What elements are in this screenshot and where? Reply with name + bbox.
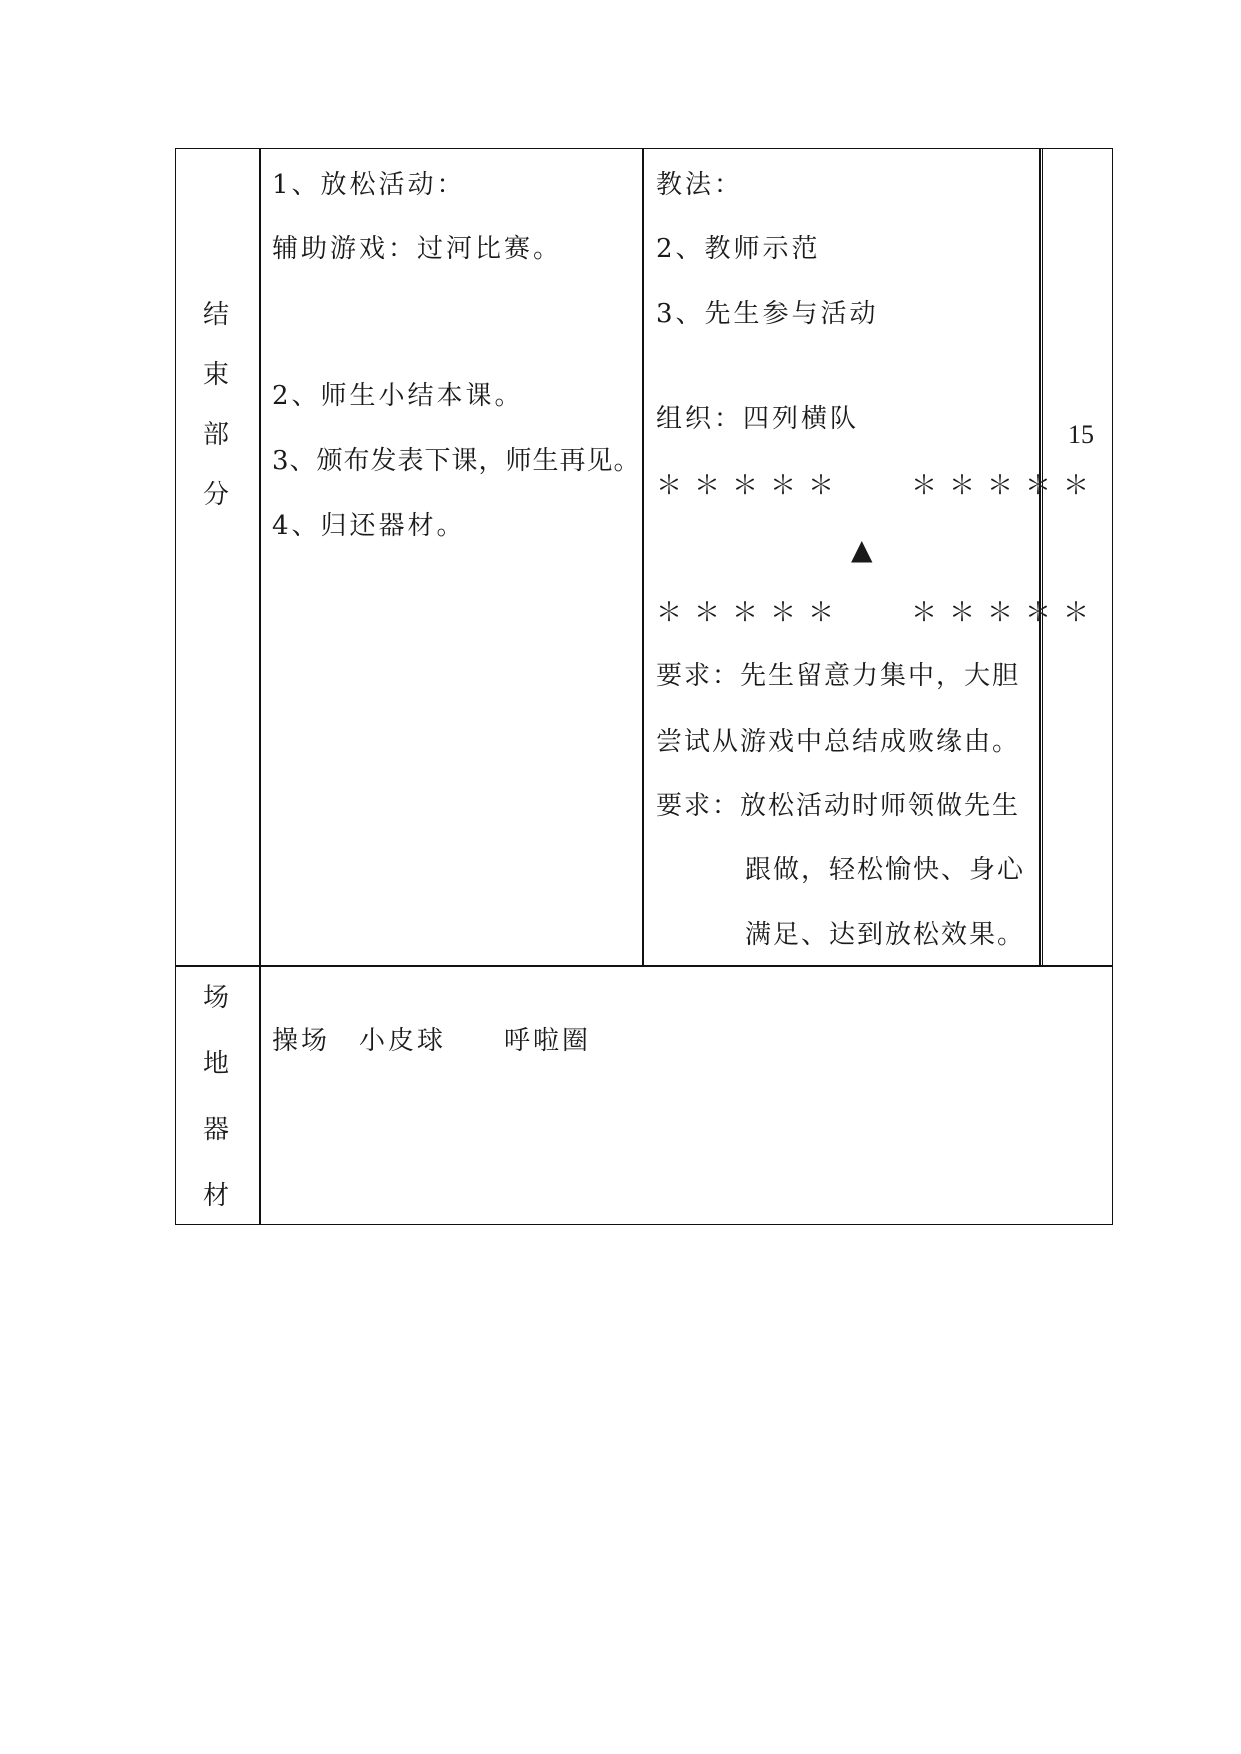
method-step: 2、教师示范: [656, 234, 821, 264]
method-step: 3、先生参与活动: [656, 299, 879, 329]
requirement-text: 要求：先生留意力集中，大胆: [656, 661, 1021, 691]
label-char: 分: [202, 480, 229, 510]
equipment-section-label: [201, 985, 231, 1249]
col-divider-label: [259, 148, 261, 1225]
label-char: 场: [202, 983, 229, 1013]
content-line: 辅助游戏：过河比赛。: [272, 234, 563, 264]
content-line: 3、颁布发表下课，师生再见。: [272, 446, 641, 476]
star-group-left-bottom: ＊＊＊＊＊: [656, 598, 847, 628]
time-value: 15: [1068, 420, 1094, 449]
closing-section-label: [201, 302, 231, 542]
star-group-right-bottom: ＊＊＊＊＊: [911, 598, 1102, 628]
teacher-marker-icon: ▲: [851, 533, 873, 566]
requirement-text: 尝试从游戏中总结成败缘由。: [656, 727, 1021, 757]
star-group-right-top: ＊＊＊＊＊: [911, 471, 1102, 501]
requirement-text: 满足、达到放松效果。: [745, 920, 1026, 950]
col-divider-method: [1039, 148, 1041, 966]
requirement-text: 要求：放松活动时师领做先生: [656, 791, 1021, 821]
content-line: 4、归还器材。: [272, 511, 466, 541]
label-char: 地: [202, 1049, 229, 1079]
row-divider: [175, 965, 1113, 967]
organization-text: 组织：四列横队: [656, 404, 860, 434]
label-char: 器: [202, 1115, 229, 1145]
method-title: 教法：: [656, 170, 744, 200]
label-char: 束: [202, 360, 229, 390]
col-divider-method-inner: [1042, 148, 1043, 966]
label-char: 部: [202, 420, 229, 450]
content-line: 1、放松活动：: [272, 170, 466, 200]
label-char: 结: [202, 300, 229, 330]
content-line: 2、师生小结本课。: [272, 381, 524, 411]
label-char: 材: [202, 1181, 229, 1211]
requirement-text: 跟做，轻松愉快、身心: [745, 855, 1026, 885]
star-group-left-top: ＊＊＊＊＊: [656, 471, 847, 501]
equipment-items: 操场 小皮球 呼啦圈: [272, 1026, 592, 1056]
